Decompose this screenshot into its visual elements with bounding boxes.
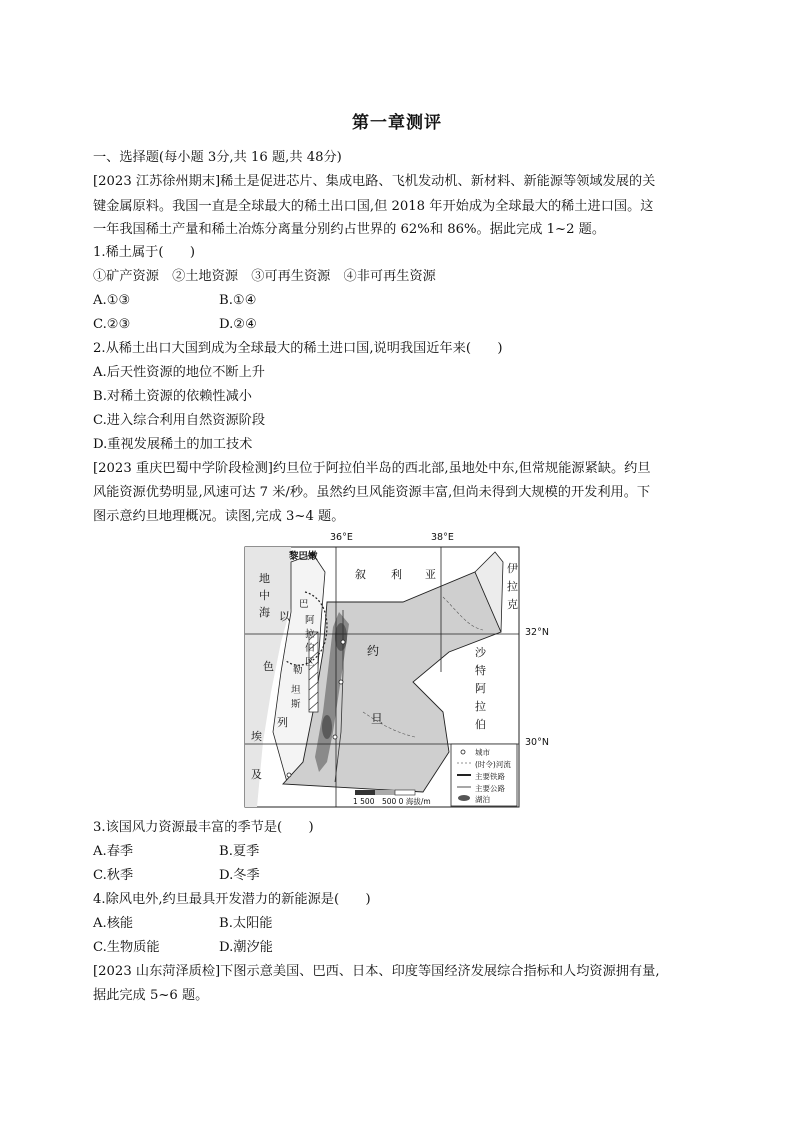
q1-option-d: D.②④ [219, 317, 257, 332]
map-label-iraq-3: 克 [507, 598, 518, 611]
map-label-palestine-2: 勒 [293, 665, 303, 676]
q3-option-c: C.秋季 [93, 868, 134, 883]
map-label-palestine-1: 巴 [299, 599, 309, 610]
q4-option-d: D.潮汐能 [219, 940, 273, 955]
q3-option-b: B.夏季 [219, 844, 260, 859]
map-label-israel-2: 色 [263, 660, 274, 673]
q1-stem: 1.稀土属于( ) [93, 245, 195, 260]
map-label-lebanon: 黎巴嫩 [289, 551, 318, 562]
map-label-iraq-2: 拉 [507, 580, 518, 593]
map-label-iraq-1: 伊 [507, 562, 518, 575]
intro1-line2: 键金属原料。我国一直是全球最大的稀土出口国,但 2018 年开始成为全球最大的稀土进口国。这 [93, 199, 654, 214]
map-label-israel-1: 以 [279, 610, 290, 623]
intro2-line2: 风能资源优势明显,风速可达 7 米/秒。虽然约旦风能资源丰富,但尚未得到大规模的开发利用。下 [93, 485, 651, 500]
map-label-arab-4: 区 [305, 657, 315, 668]
map-legend-city: 城市 [475, 748, 490, 757]
map-label-israel-3: 列 [277, 716, 288, 729]
map-legend-road: 主要公路 [475, 784, 505, 793]
map-scale-label: 1 500 500 0 海拔/m [353, 797, 431, 806]
q4-option-c: C.生物质能 [93, 940, 160, 955]
q3-option-d: D.冬季 [219, 868, 260, 883]
map-label-arab-1: 阿 [305, 615, 315, 626]
intro2-line3: 图示意约旦地理概况。读图,完成 3~4 题。 [93, 509, 345, 524]
map-lat-32: 32°N [525, 627, 549, 638]
q1-option-c: C.②③ [93, 317, 131, 332]
q4-stem: 4.除风电外,约旦最具开发潜力的新能源是( ) [93, 892, 371, 907]
map-legend-river: (时令)河流 [475, 760, 511, 769]
intro1-line3: 一年我国稀土产量和稀土冶炼分离量分别约占世界的 62%和 86%。据此完成 1~2 题。 [93, 222, 606, 237]
map-label-med-3: 海 [259, 606, 270, 619]
q4-option-a: A.核能 [93, 916, 134, 931]
intro3-line1: [2023 山东菏泽质检]下图示意美国、巴西、日本、印度等国经济发展综合指标和人均资源拥有量, [93, 964, 660, 979]
q2-option-d: D.重视发展稀土的加工技术 [93, 437, 253, 452]
q3-option-a: A.春季 [93, 844, 134, 859]
q2-option-a: A.后天性资源的地位不断上升 [93, 365, 265, 380]
map-label-palestine-3: 斯 [291, 699, 301, 710]
page-title: 第一章测评 [352, 113, 442, 133]
q1-option-a: A.①③ [93, 293, 131, 308]
map-label-egypt-2: 及 [251, 768, 262, 781]
map-lat-30: 30°N [525, 737, 549, 748]
map-label-syria-1: 叙 [355, 568, 366, 581]
q2-option-b: B.对稀土资源的依赖性减小 [93, 389, 252, 404]
map-label-saudi-4: 拉 [475, 700, 486, 713]
map-label-arab-2: 拉 [305, 629, 315, 640]
intro2-line1: [2023 重庆巴蜀中学阶段检测]约旦位于阿拉伯半岛的西北部,虽地处中东,但常规能源紧缺。约旦 [93, 461, 651, 476]
map-label-syria-3: 亚 [425, 568, 436, 581]
map-label-jordan-1: 约 [367, 644, 380, 658]
map-label-saudi-1: 沙 [475, 646, 486, 659]
map-label-palestine-4: 坦 [291, 685, 301, 696]
map-label-med-1: 地 [259, 572, 270, 585]
map-label-arab-3: 伯 [305, 643, 315, 654]
q2-stem: 2.从稀土出口大国到成为全球最大的稀土进口国,说明我国近年来( ) [93, 341, 503, 356]
q1-option-b: B.①④ [219, 293, 257, 308]
intro3-line2: 据此完成 5~6 题。 [93, 988, 209, 1003]
map-lon-36: 36°E [330, 532, 353, 543]
map-label-saudi-5: 伯 [475, 718, 486, 731]
map-label-syria-2: 利 [391, 568, 402, 581]
q3-stem: 3.该国风力资源最丰富的季节是( ) [93, 820, 314, 835]
q4-option-b: B.太阳能 [219, 916, 273, 931]
map-label-saudi-3: 阿 [475, 682, 486, 695]
q2-option-c: C.进入综合利用自然资源阶段 [93, 413, 266, 428]
map-label-med-2: 中 [259, 589, 270, 602]
map-lon-38: 38°E [431, 532, 454, 543]
map-label-jordan-2: 旦 [371, 712, 384, 726]
map-label-egypt-1: 埃 [251, 730, 262, 743]
jordan-map [243, 532, 549, 810]
section-heading: 一、选择题(每小题 3分,共 16 题,共 48分) [93, 150, 342, 165]
map-legend-railway: 主要铁路 [475, 772, 505, 781]
intro1-line1: [2023 江苏徐州期末]稀土是促进芯片、集成电路、飞机发动机、新材料、新能源等领域发展的关 [93, 174, 656, 189]
map-label-saudi-2: 特 [475, 664, 486, 677]
map-legend-lake: 湖泊 [475, 795, 490, 804]
q1-items: ①矿产资源 ②土地资源 ③可再生资源 ④非可再生资源 [93, 269, 436, 284]
